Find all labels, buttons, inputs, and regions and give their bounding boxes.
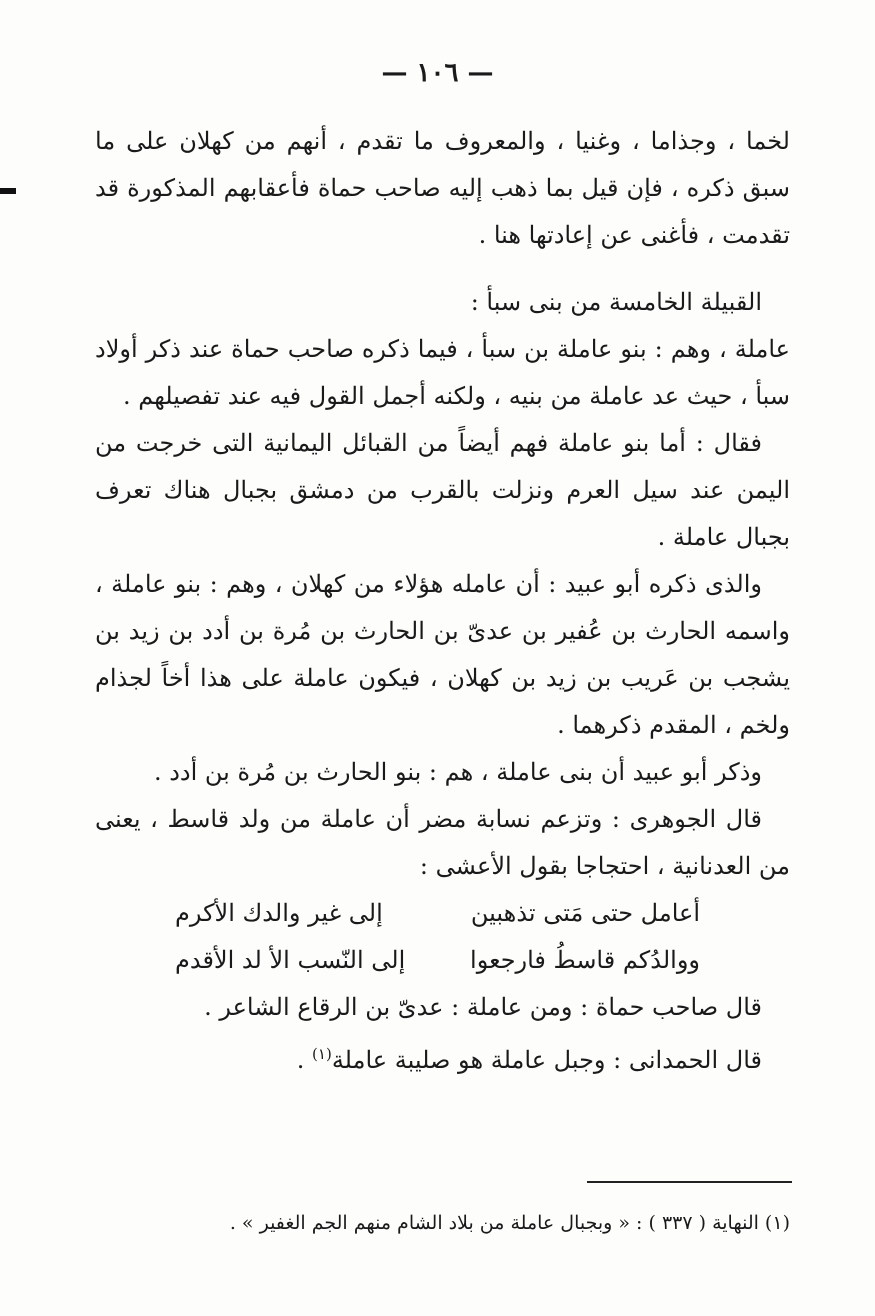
- paragraph-8: [95, 1031, 790, 1084]
- paragraph-6: قال الجوهرى : وتزعم نسابة مضر أن عاملة من ولد قاسط ، يعنى من العدنانية ، احتجاجا بقول الأعشى :: [95, 805, 790, 880]
- margin-mark: [0, 188, 16, 194]
- paragraph-gap: [95, 259, 790, 279]
- paragraph-4: والذى ذكره أبو عبيد : أن عامله هؤلاء من كهلان ، وهم : بنو عاملة ، واسمه الحارث بن عُفير بن عدىّ بن الحارث بن مُرة بن أدد بن زيد بن يشجب بن عَريب بن زيد بن كهلان ، فيكون عاملة على هذا أخاً لجذام ولخم ، المقدم ذكرهما .: [95, 570, 790, 739]
- paragraph-1: لخما ، وجذاما ، وغنيا ، والمعروف ما تقدم ، أنهم من كهلان على ما سبق ذكره ، فإن قيل بما ذهب إليه صاحب حماة فأعقابهم المذكورة قد تقدمت ، فأغنى عن إعادتها هنا .: [95, 127, 790, 249]
- paragraph-3: فقال : أما بنو عاملة فهم أيضاً من القبائل اليمانية التى خرجت من اليمن عند سيل العرم ونزلت بالقرب من دمشق بجبال هناك تعرف بجبال عاملة .: [95, 429, 790, 551]
- verse-line-2: [175, 937, 700, 984]
- footnote: (١) النهاية ( ٣٣٧ ) : « وبجبال عاملة من بلاد الشام منهم الجم الغفير » .: [229, 1212, 790, 1234]
- footnote-reference: (١): [312, 1045, 332, 1063]
- paragraph-7: قال صاحب حماة : ومن عاملة : عدىّ بن الرقاع الشاعر .: [204, 993, 762, 1021]
- verse-2-first-hemistich: ووالدُكم قاسطُ فارجعوا: [470, 946, 700, 974]
- footnote-divider: [587, 1181, 792, 1183]
- paragraph-8-text: قال الحمدانى : وجبل عاملة هو صليبة عاملة: [331, 1046, 762, 1074]
- verse-2-second-hemistich: إلى النّسب الأ لد الأقدم: [175, 946, 406, 974]
- paragraph-8-end: .: [296, 1046, 313, 1074]
- body-text: [95, 118, 790, 1084]
- verse-line-1: [175, 890, 700, 937]
- section-heading: القبيلة الخامسة من بنى سبأ :: [470, 288, 762, 316]
- poem-verse: [95, 890, 790, 984]
- paragraph-2: عاملة ، وهم : بنو عاملة بن سبأ ، فيما ذكره صاحب حماة عند ذكر أولاد سبأ ، حيث عد عاملة من بنيه ، ولكنه أجمل القول فيه عند تفصيلهم .: [95, 335, 790, 410]
- verse-1-first-hemistich: أعامل حتى مَتى تذهبين: [470, 899, 700, 927]
- page-number: — ١٠٦ —: [381, 58, 494, 88]
- paragraph-5: وذكر أبو عبيد أن بنى عاملة ، هم : بنو الحارث بن مُرة بن أدد .: [153, 758, 762, 786]
- verse-1-second-hemistich: إلى غير والدك الأكرم: [175, 899, 383, 927]
